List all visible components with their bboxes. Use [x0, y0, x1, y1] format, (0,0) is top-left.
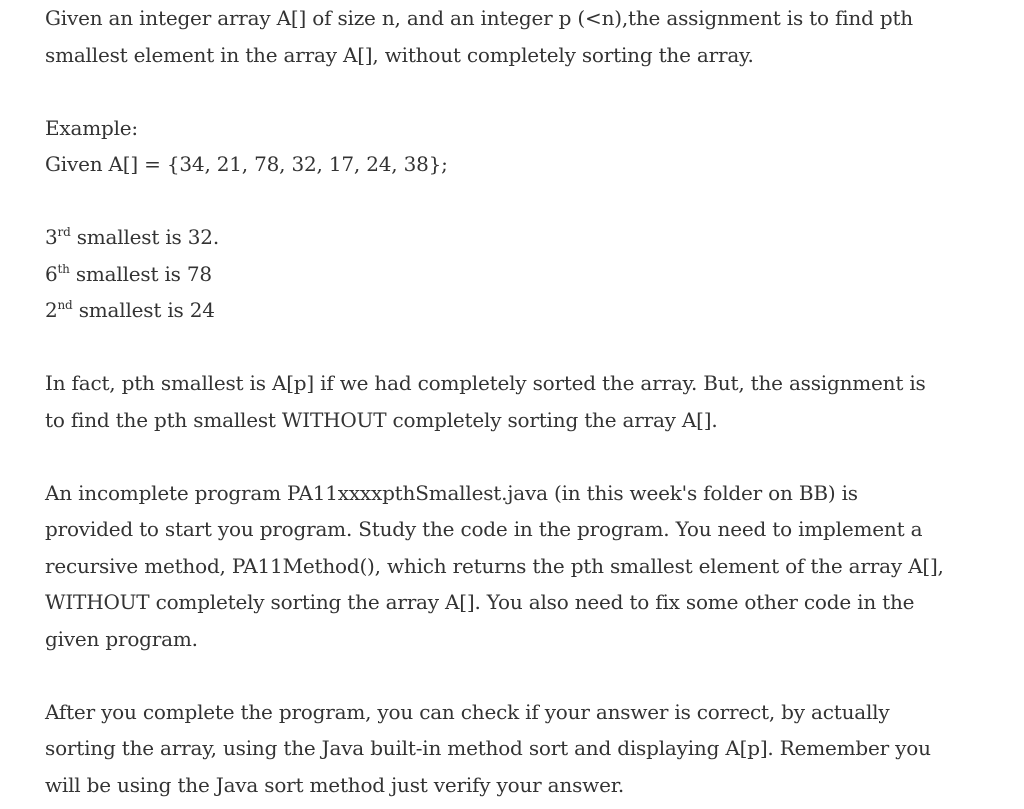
paragraph-gap: [45, 657, 945, 694]
result-line-sixth: [45, 256, 945, 293]
result-line-second: [45, 292, 945, 329]
fact-line-1: In fact, pth smallest is A[p] if we had completely sorted the array. But, the assignment is: [45, 371, 926, 395]
paragraph-gap: [45, 183, 945, 220]
program-line-5: given program.: [45, 626, 198, 651]
program-line-2: provided to start you program. Study the code in the program. You need to implement a: [45, 517, 923, 541]
result-text: smallest is 78: [69, 261, 212, 286]
program-line-1: An incomplete program PA11xxxxpthSmallest.java (in this week's folder on BB) is: [45, 480, 858, 505]
result-line-third: [45, 219, 945, 256]
paragraph-gap: [45, 329, 945, 366]
ordinal-suffix: nd: [57, 298, 73, 312]
check-line-2: sorting the array, using the Java built-in method sort and displaying A[p]. Remember you: [45, 736, 931, 760]
intro-line-1: Given an integer array A[] of size n, and an integer p (<n),the assignment is to find pth: [45, 6, 913, 30]
ordinal-suffix: th: [57, 261, 70, 276]
result-number: 3: [45, 225, 58, 249]
check-line-3: will be using the Java sort method just verify your answer.: [45, 772, 625, 797]
program-line-3: recursive method, PA11Method(), which returns the pth smallest element of the array A[],: [45, 553, 944, 578]
ordinal-suffix: rd: [57, 225, 71, 239]
example-array: Given A[] = {34, 21, 78, 32, 17, 24, 38};: [45, 152, 448, 176]
document-body: [45, 0, 945, 803]
example-heading: Example:: [45, 115, 138, 140]
paragraph-gap: [45, 73, 945, 110]
result-text: smallest is 32.: [70, 225, 219, 249]
result-text: smallest is 24: [72, 298, 215, 322]
paragraph-gap: [45, 438, 945, 475]
result-number: 2: [45, 298, 58, 322]
fact-line-2: to find the pth smallest WITHOUT completely sorting the array A[].: [45, 407, 718, 432]
program-line-4: WITHOUT completely sorting the array A[]. You also need to fix some other code in the: [45, 590, 915, 614]
check-line-1: After you complete the program, you can check if your answer is correct, by actually: [45, 699, 890, 724]
result-number: 6: [45, 261, 58, 286]
intro-line-2: smallest element in the array A[], without completely sorting the array.: [45, 42, 754, 67]
